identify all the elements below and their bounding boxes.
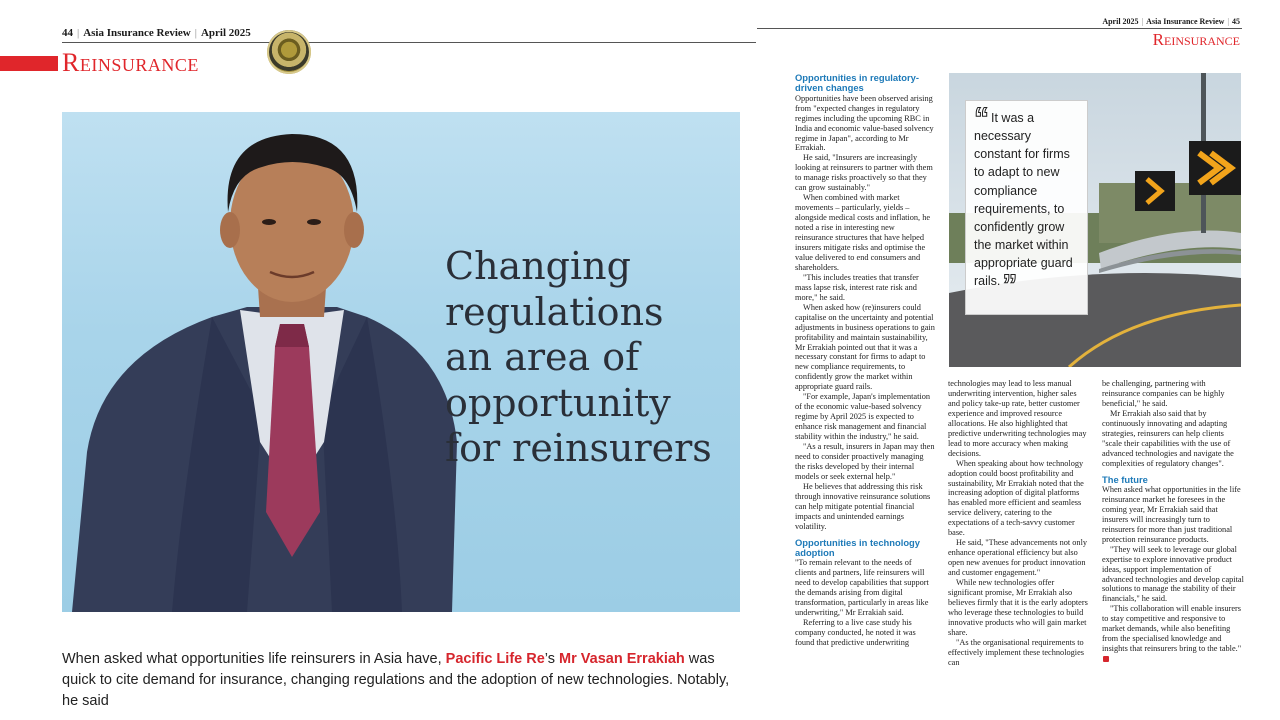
paragraph: "As the organisational requirements to effectively implement these technologies can bbox=[948, 637, 1085, 667]
paragraph: "For example, Japan's implementation of the economic value-based solvency regime by April 2025 is expected to enhance risk management and financial stability within the industry," he said. bbox=[795, 392, 931, 442]
right-folio: April 2025 | Asia Insurance Review | 45 bbox=[1102, 17, 1240, 26]
paragraph: Referring to a live case study his company conducted, he noted it was found that predictive underwriting bbox=[795, 618, 916, 647]
paragraph: When asked what opportunities in the life reinsurance market he foresees in the coming year, Mr Errakiah said that insurers will increasingly turn to reinsurers for more than just traditional protection reinsurance products. bbox=[1102, 484, 1241, 544]
article-column-1 bbox=[795, 73, 935, 708]
paragraph: While new technologies offer significant promise, Mr Errakiah also believes firmly that it is the early adopters who leverage these technologies to build innovative products who will gain market share. bbox=[948, 578, 1088, 637]
paragraph: "They will seek to leverage our global expertise to explore innovative product ideas, support implementation of advanced technologies and develop capital solutions to manage the stability of their financials," he said. bbox=[1102, 544, 1244, 604]
publication-name: Asia Insurance Review bbox=[1146, 17, 1225, 26]
standfirst bbox=[62, 649, 742, 712]
paragraph: He believes that addressing this risk through innovative reinsurance solutions can help mitigate potential financial impacts and unintended earnings volatility. bbox=[795, 481, 931, 531]
paragraph: "To remain relevant to the needs of clients and partners, life reinsurers will need to develop capabilities that support the demands arising from digital transformation, particularly in areas like underwriting," Mr Errakiah said. bbox=[795, 558, 929, 618]
company-name: Pacific Life Re bbox=[445, 651, 545, 667]
person-name: Mr Vasan Errakiah bbox=[559, 651, 685, 667]
open-quote-icon: “ bbox=[974, 102, 989, 135]
paragraph: "This includes treaties that transfer mass lapse risk, interest rate risk and more," he said. bbox=[795, 272, 919, 302]
page-number: 44 bbox=[62, 27, 73, 39]
paragraph: "As a result, insurers in Japan may then need to consider proactively managing the risks developed by their internal models or seek external help." bbox=[795, 442, 935, 481]
paragraph: He said, "Insurers are increasingly looking at reinsurers to partner with them to manage risks proactively so that they can grow sustainably." bbox=[795, 153, 933, 193]
standfirst-text: was quick to cite demand for insurance, changing regulations and the adoption of new technologies. Notably, he said bbox=[62, 651, 730, 710]
headline-line: an area of bbox=[445, 335, 640, 380]
close-quote-icon: ” bbox=[1002, 269, 1018, 303]
headline-line: regulations bbox=[445, 289, 664, 334]
headline-line: for reinsurers bbox=[445, 426, 712, 471]
paragraph: technologies may lead to less manual underwriting intervention, higher sales and policy take-up rate, better customer experience and improved resource allocations. He also highlighted that predictive underwriting technologies may lead to more accuracy when making decisions. bbox=[948, 379, 1087, 458]
section-title: Reinsurance bbox=[1152, 30, 1240, 49]
issue-date: April 2025 bbox=[200, 27, 251, 39]
paragraph: be challenging, partnering with reinsurance companies can be highly beneficial," he said. bbox=[1102, 379, 1225, 408]
paragraph: Mr Errakiah also said that by continuously innovating and adapting strategies, reinsurers can help clients "scale their capabilities with the use of advanced technologies and navigate the complexities of regulatory changes". bbox=[1102, 408, 1234, 468]
pull-quote-text bbox=[974, 102, 1081, 303]
award-seal-icon bbox=[267, 30, 311, 74]
subheading: The future bbox=[1102, 473, 1148, 485]
end-mark-icon bbox=[1103, 656, 1109, 662]
closing-paragraph-text: "This collaboration will enable insurers to stay competitive and responsive to market demands, while also benefiting from the specialised knowledge and insights that reinsurers bring to the table." bbox=[1102, 604, 1242, 654]
paragraph: When combined with market movements – particularly, yields – alongside medical costs and inflation, he noted a rise in interesting new reinsurance structures that have helped insurers mitigate risks and optimise the value delivered to end consumers and shareholders. bbox=[795, 193, 931, 272]
subheading: Opportunities in regulatory-driven changes bbox=[795, 73, 919, 94]
paragraph: Opportunities have been observed arising from "expected changes in regulatory regimes including the upcoming RBC in India and economic value-based solvency regime in Japan", according to Mr Errakiah. bbox=[795, 93, 934, 153]
section-accent-bar bbox=[0, 56, 58, 71]
possessive: ’s bbox=[544, 651, 560, 667]
article-headline bbox=[445, 244, 745, 472]
headline-line: opportunity bbox=[445, 380, 671, 425]
header-rule bbox=[757, 28, 1242, 29]
section-title: Reinsurance bbox=[62, 48, 199, 77]
page-number: 45 bbox=[1232, 17, 1240, 26]
left-folio: 44 | Asia Insurance Review | April 2025 bbox=[62, 27, 251, 39]
paragraph: He said, "These advancements not only enhance operational efficiency but also open new avenues for product innovation and customer engagement." bbox=[948, 538, 1088, 578]
publication-name: Asia Insurance Review bbox=[83, 27, 191, 39]
pull-quote-body: It was a necessary constant for firms to adapt to new compliance requirements, to confidently grow the market within appropriate guard rails. bbox=[974, 111, 1073, 289]
header-rule bbox=[62, 42, 756, 43]
paragraph: When asked how (re)insurers could capitalise on the uncertainty and potential adjustments in business operations to gain profitability and maintain sustainability, Mr Errakiah pointed out that it was a necessary constant for firms to adapt to new compliance requirements, to confidently grow the market within appropriate guard rails. bbox=[795, 302, 935, 392]
article-column-2 bbox=[948, 379, 1090, 709]
issue-date: April 2025 bbox=[1102, 17, 1139, 26]
article-column-3 bbox=[1102, 379, 1244, 709]
standfirst-text: When asked what opportunities life reinsurers in Asia have, bbox=[62, 651, 446, 667]
subheading: Opportunities in technology adoption bbox=[795, 536, 920, 558]
paragraph bbox=[1102, 604, 1244, 664]
headline-line: Changing bbox=[445, 244, 631, 288]
pull-quote bbox=[965, 100, 1088, 315]
paragraph: When speaking about how technology adoption could boost profitability and sustainability, Mr Errakiah noted that the increasing adoption of digital platforms has enabled more efficient and seamless service delivery, catering to the expectations of a tech-savvy customer base. bbox=[948, 458, 1084, 538]
